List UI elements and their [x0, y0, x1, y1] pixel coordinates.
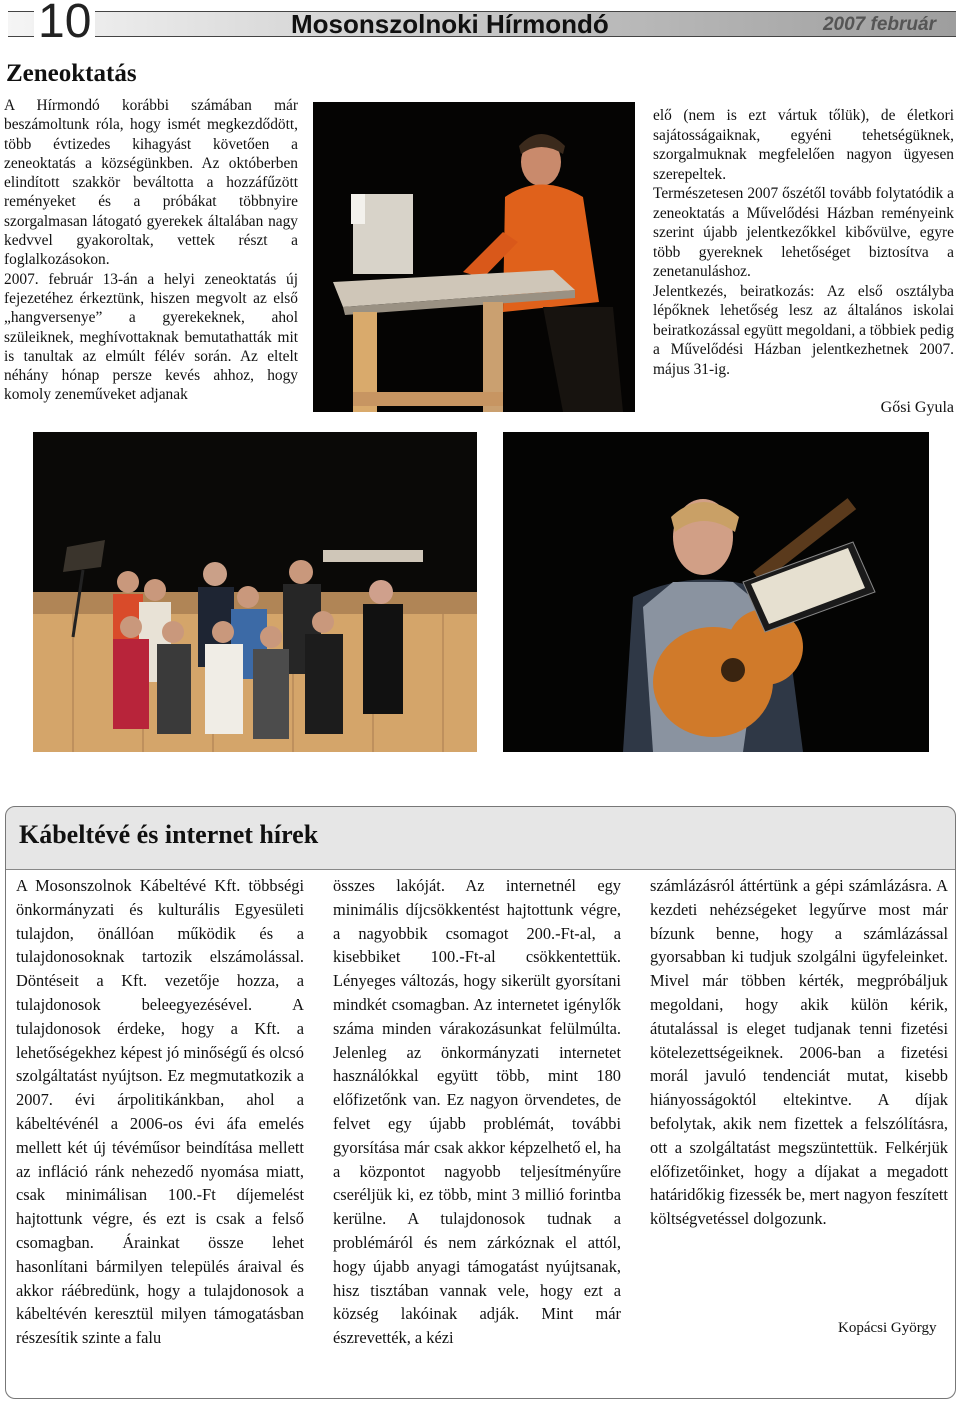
article2-column-3: számlázásról áttértünk a gépi számlázásra. A kezdeti nehézségeket legyűrve most már bízunk benne, hogy a számlázással gyorsabban ki tudjuk szolgálni ügyfeleinket. Mivel már többen kérték, megpróbáljuk megoldani, hogy akik külön kérik, átutalással is eleget tudjanak tenni fizetési kötelezettségeiknek. 2006-ban a fizetési morál javuló tendenciát mutat, kisebb hiányosságoktól eltekintve. A díjak befolytak, akik nem fizettek a felszólításra, ott a szolgáltatást megszüntettük. Felkérjük előfizetőinket, hogy a díjakat a megadott határidőkig fizessék be, mert nagyon feszített költségvetéssel dolgozunk.: [650, 876, 948, 1229]
boy-playing-keyboard-photo: [313, 102, 635, 412]
article2-column-2: összes lakóját. Az internetnél egy minimális díjcsökkentést hajtottunk végre, a nagyobbik csomagot 200.-Ft-al, a kisebbiket 100.-Ft-al csökkentettük. Lényeges változás, hogy sikerült gyorsítani mindkét csomagban. Az internetet igénylők száma minden várakozásunkat felülmúlta. Jelenleg az önkormányzati internetet használókkal együtt több, mint 180 előfizetőnk van. Ez nagyon örvendetes, de felvet egy újabb problémát, további gyorsítása már csak akkor képzelhető el, ha a központot nagyobb teljesítményűre cseréljük ki, ez több, mint 3 millió forintba kerülne. A tulajdonosok tudnak a problémáról és nem zárkóznak el attól, hogy újabb anyagi támogatást nyújtsanak, hisz tisztában vannak vele, hogy ezt a község lakóinak adják. Mint már észrevették, a kézi: [333, 876, 621, 1348]
article1-paragraph: A Hírmondó korábbi számában már beszámoltunk róla, hogy ismét megkezdődött, több évtizedes kihagyást követően a zeneoktatás a községünkben. Az októberben elindított szakkör beváltotta a hozzáfűzött reményeket és a próbákat többnyire szorgalmasan látogató gyerekek általában nagy kedvvel gyakoroltak, vettek részt a foglalkozásokon.: [4, 97, 298, 269]
article1-paragraph: elő (nem is ezt vártuk tőlük), de életkori sajátosságaiknak, egyéni tehetségüknek, szorgalmuknak megfelelően nagyon ügyesen szerepeltek.: [653, 107, 954, 183]
article1-paragraph: Természetesen 2007 őszétől tovább folytatódik a zeneoktatás a Művelődési Házban reményeink szerint újabb jelentkezőkkel kibővülve, egyre több gyereknek lehetőséget biztosítva a zenetanuláshoz.: [653, 185, 954, 280]
children-group-on-stage-photo: [33, 432, 477, 752]
page-header: [8, 0, 956, 48]
article1-column-2: [653, 106, 954, 379]
article-title-kabelteve: Kábeltévé és internet hírek: [19, 820, 319, 849]
article1-paragraph: Jelentkezés, beiratkozás: Az első osztályba lépőknek lehetőség lesz az általános iskolai beiratkozással együtt megoldani, a többiek pedig a Művelődési Házban jelentkezhetnek 2007. május 31-ig.: [653, 282, 954, 378]
article-title-zeneoktatas: Zeneoktatás: [6, 60, 137, 87]
boy-playing-guitar-photo: [503, 432, 929, 752]
newspaper-title: Mosonszolnoki Hírmondó: [291, 9, 609, 39]
article1-column-1: [4, 96, 298, 405]
article2-column-1: A Mosonszolnok Kábeltévé Kft. többségi önkormányzati és kulturális Egyesületi tulajdon, önállóan működik és a tulajdonosoknak tartozik elszámolással. Döntéseit a Kft. vezetője hozza, a tulajdonosok beleegyezésével. A tulajdonosok érdeke, hogy a Kft. a lehetőségekhez képest jó minőségű és olcsó szolgáltatást nyújtson. Ez megmutatkozik a 2007. évi árpolitikánkban, ahol a kábeltévénél a 2006-os évi áfa emelés mellett két új tévéműsor beindítása mellett az infláció ránk nehezedő nyomása miatt, csak minimálisan 100.-Ft díjemelést hajtottunk végre, és ezt is csak a felső csomagban. Árainkat össze lehet hasonlítani bármilyen település áraival és akkor ráébredünk, hogy a tulajdonosok a kábeltévén keresztül milyen támogatásban részesítik szinte a falu: [16, 876, 304, 1348]
article1-signature: Gősi Gyula: [880, 399, 954, 416]
page-number: 10: [34, 0, 95, 46]
issue-date: 2007 február: [822, 14, 936, 35]
article2-signature: Kopácsi György: [838, 1320, 937, 1336]
article1-paragraph: 2007. február 13-án a helyi zeneoktatás új fejezetéhez érkeztünk, hiszen megvolt az első „hangversenye” a gyerekeknek, ahol szüleiknek, meghívottaknak bemutathatták mit is tanultak az elmúlt félév során. Az eltelt néhány hónap persze kevés ahhoz, hogy komoly zeneműveket adjanak: [4, 270, 298, 404]
